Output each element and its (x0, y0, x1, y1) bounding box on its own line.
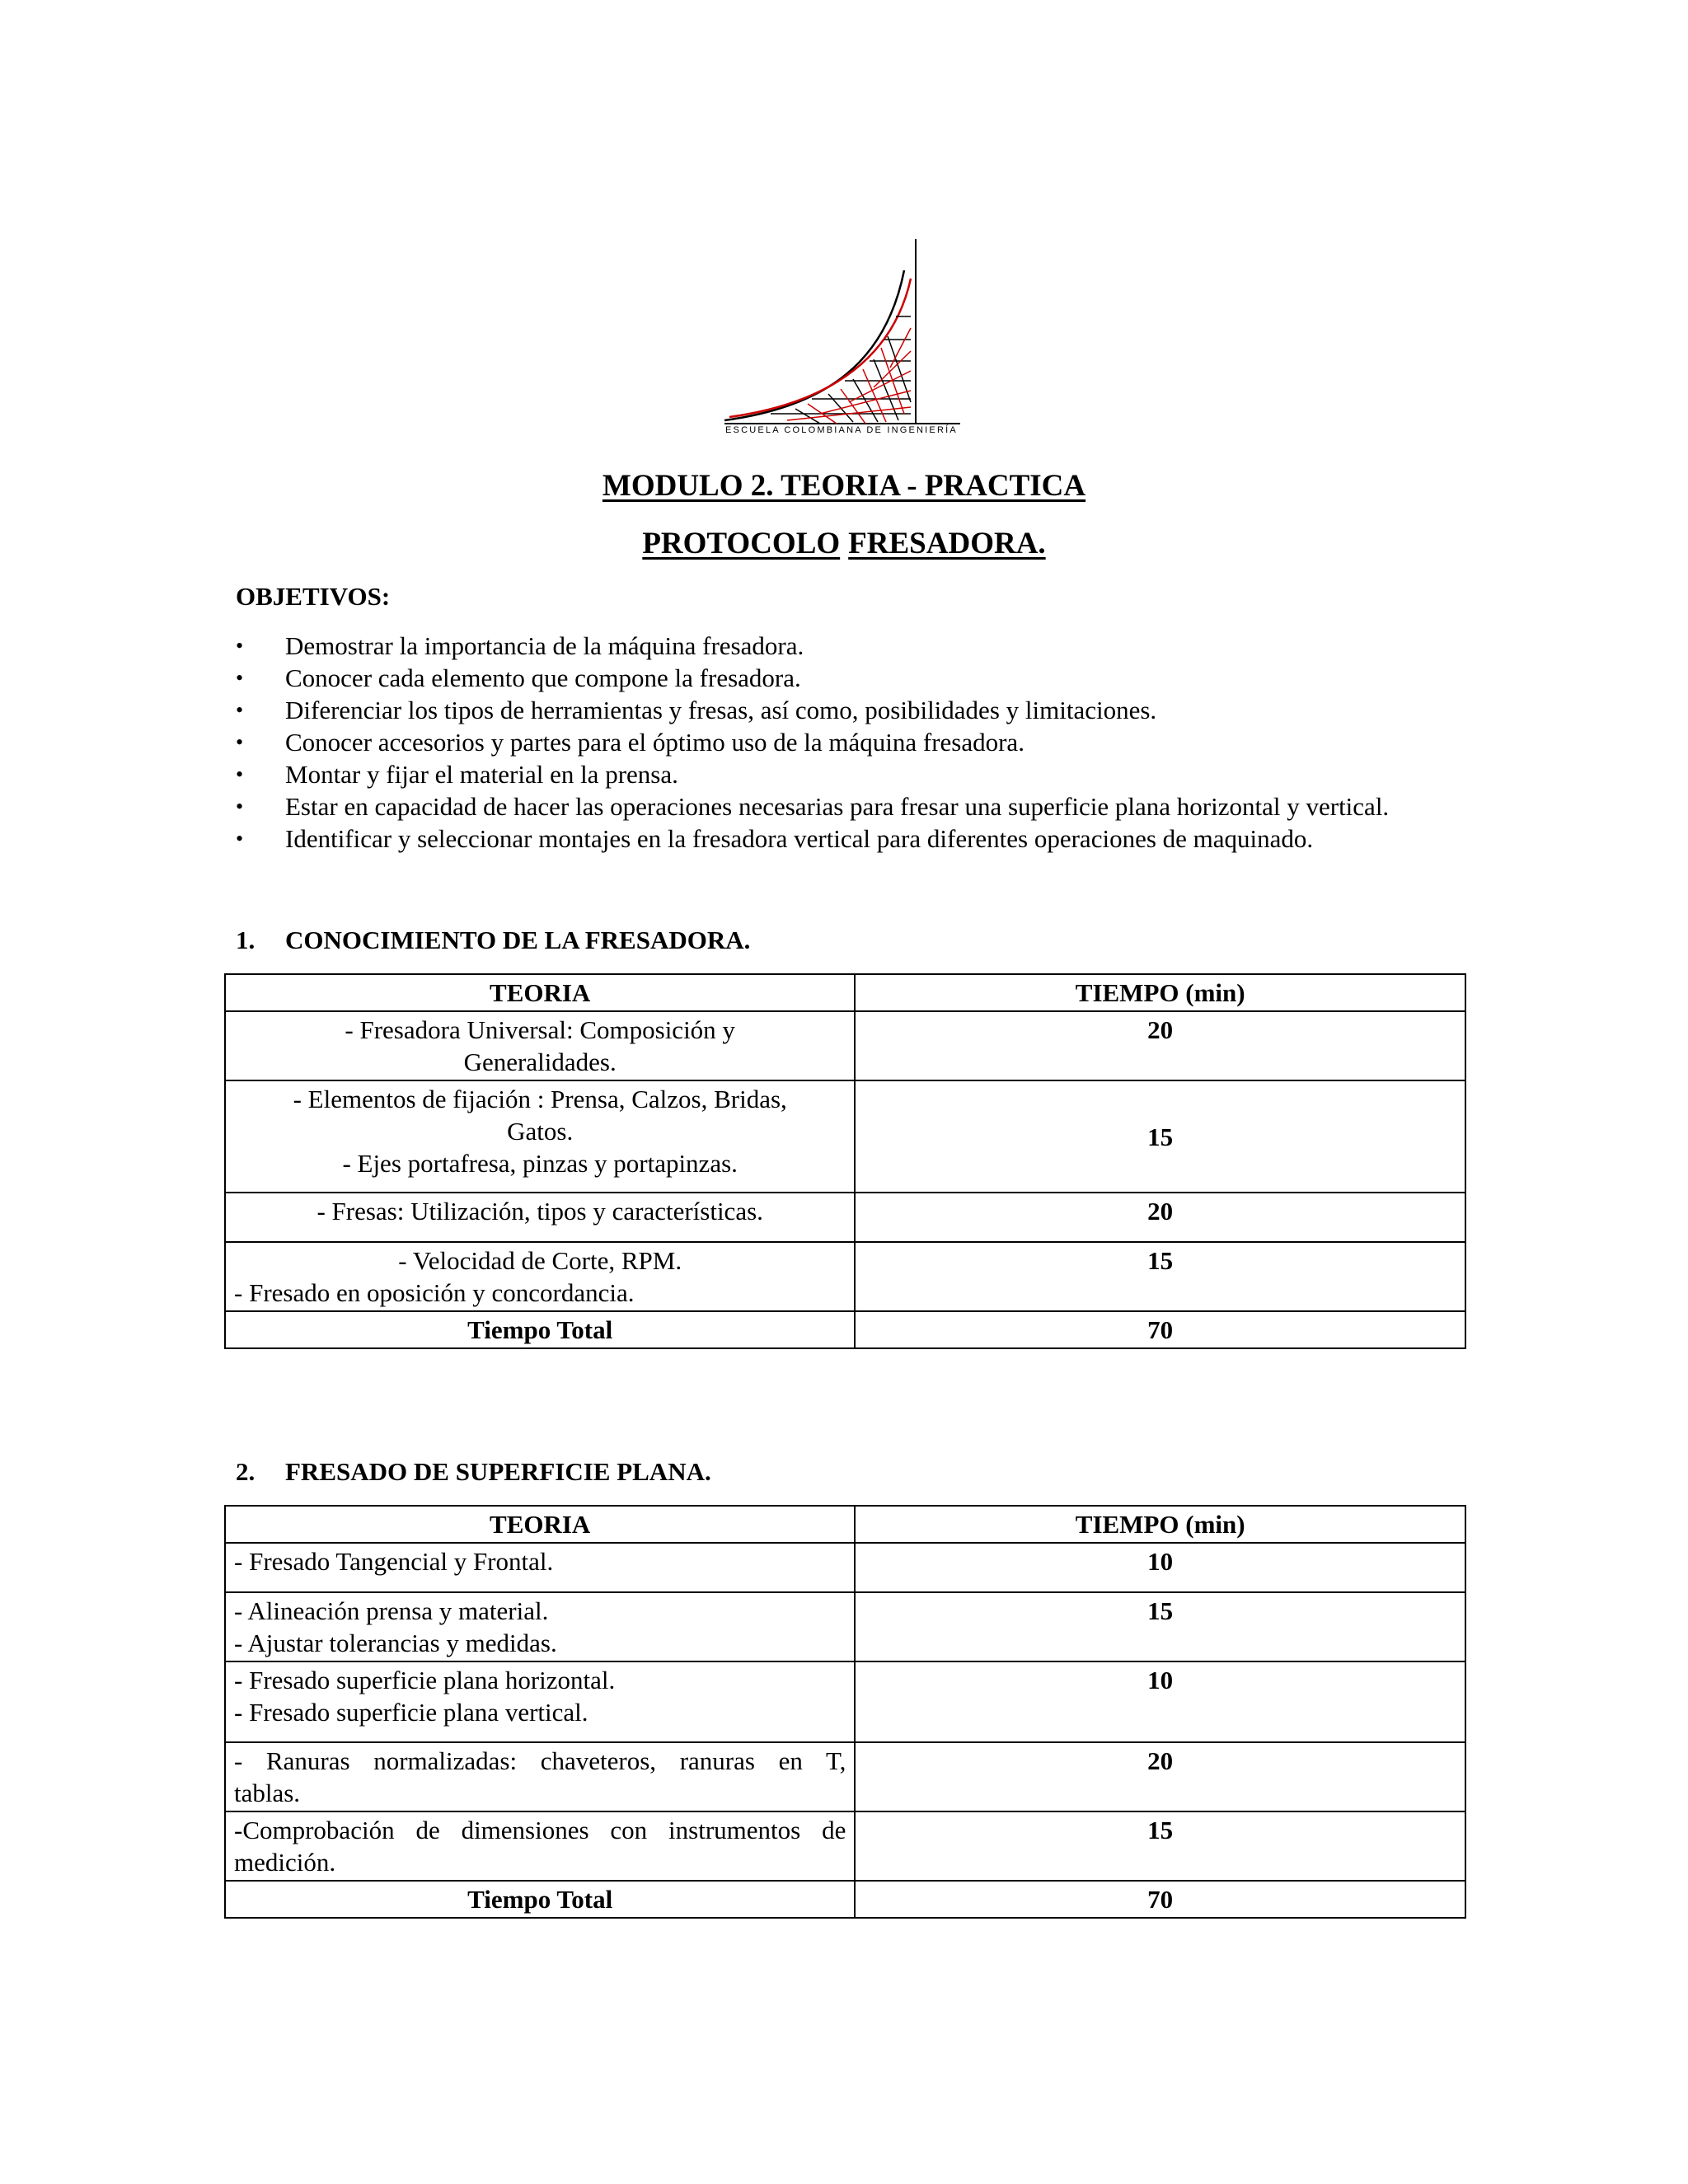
list-item: • Estar en capacidad de hacer las operaciones necesarias para fresar una superficie plana horizontal y vertical. (236, 792, 1390, 821)
time-cell: 15 (855, 1242, 1465, 1311)
time-cell: 10 (855, 1661, 1465, 1742)
list-item: • Identificar y seleccionar montajes en la fresadora vertical para diferentes operaciones de maquinado. (236, 824, 1314, 853)
time-cell: 20 (855, 1742, 1465, 1811)
theory-cell: - Ranuras normalizadas: chaveteros, ranuras en T, tablas. (225, 1742, 855, 1811)
table-header-row (225, 1506, 1465, 1543)
bullet-icon: • (236, 794, 244, 818)
institution-logo-icon (721, 237, 960, 443)
theory-cell: - Elementos de fijación : Prensa, Calzos, Bridas, Gatos. - Ejes portafresa, pinzas y portapinzas. (225, 1080, 855, 1193)
column-header-theory: TEORIA (225, 1506, 855, 1543)
table-row (225, 1592, 1465, 1661)
theory-cell: - Fresadora Universal: Composición y Generalidades. (225, 1011, 855, 1080)
section2-table (224, 1505, 1466, 1919)
bullet-icon: • (236, 827, 244, 851)
bullet-icon: • (236, 666, 244, 690)
bullet-icon: • (236, 698, 244, 722)
protocol-title (0, 526, 1688, 561)
table-row (225, 1742, 1465, 1811)
time-cell: 15 (855, 1592, 1465, 1661)
section1-table (224, 973, 1466, 1349)
column-header-theory: TEORIA (225, 974, 855, 1011)
total-time: 70 (855, 1881, 1465, 1918)
table-total-row (225, 1881, 1465, 1918)
list-item: • Conocer cada elemento que compone la fresadora. (236, 663, 801, 692)
theory-cell: - Fresado Tangencial y Frontal. (225, 1543, 855, 1592)
column-header-time: TIEMPO (min) (855, 974, 1465, 1011)
table-row (225, 1811, 1465, 1881)
theory-cell: - Velocidad de Corte, RPM. - Fresado en oposición y concordancia. (225, 1242, 855, 1311)
total-label: Tiempo Total (225, 1311, 855, 1348)
theory-cell: - Fresado superficie plana horizontal. - Fresado superficie plana vertical. (225, 1661, 855, 1742)
module-title: MODULO 2. TEORIA - PRACTICA (602, 469, 1086, 503)
objectives-list (236, 630, 1459, 855)
theory-cell: -Comprobación de dimensiones con instrumentos de medición. (225, 1811, 855, 1881)
protocol-title-word2: FRESADORA. (848, 527, 1046, 560)
section2-heading: 2. FRESADO DE SUPERFICIE PLANA. (236, 1457, 711, 1486)
list-item: • Diferenciar los tipos de herramientas y fresas, así como, posibilidades y limitaciones. (236, 696, 1157, 724)
section1-heading: 1. CONOCIMIENTO DE LA FRESADORA. (236, 926, 751, 954)
objectives-heading: OBJETIVOS: (236, 582, 391, 611)
table-row (225, 1661, 1465, 1742)
table-row (225, 1242, 1465, 1311)
time-cell: 20 (855, 1193, 1465, 1242)
column-header-time: TIEMPO (min) (855, 1506, 1465, 1543)
list-item: • Conocer accesorios y partes para el óptimo uso de la máquina fresadora. (236, 728, 1025, 757)
table-header-row (225, 974, 1465, 1011)
table-row (225, 1543, 1465, 1592)
bullet-icon: • (236, 634, 244, 658)
protocol-title-word1: PROTOCOLO (642, 527, 841, 560)
table-row (225, 1193, 1465, 1242)
table-row (225, 1011, 1465, 1080)
time-cell: 15 (855, 1811, 1465, 1881)
list-item: • Montar y fijar el material en la prensa. (236, 760, 678, 789)
total-time: 70 (855, 1311, 1465, 1348)
table-row (225, 1080, 1465, 1193)
bullet-icon: • (236, 730, 244, 754)
time-cell: 20 (855, 1011, 1465, 1080)
theory-cell: - Alineación prensa y material. - Ajustar tolerancias y medidas. (225, 1592, 855, 1661)
total-label: Tiempo Total (225, 1881, 855, 1918)
table-total-row (225, 1311, 1465, 1348)
theory-cell: - Fresas: Utilización, tipos y características. (225, 1193, 855, 1242)
bullet-icon: • (236, 762, 244, 786)
time-cell: 10 (855, 1543, 1465, 1592)
list-item: • Demostrar la importancia de la máquina fresadora. (236, 631, 804, 660)
logo-caption: ESCUELA COLOMBIANA DE INGENIERÍA (725, 425, 958, 435)
time-cell: 15 (855, 1080, 1465, 1193)
